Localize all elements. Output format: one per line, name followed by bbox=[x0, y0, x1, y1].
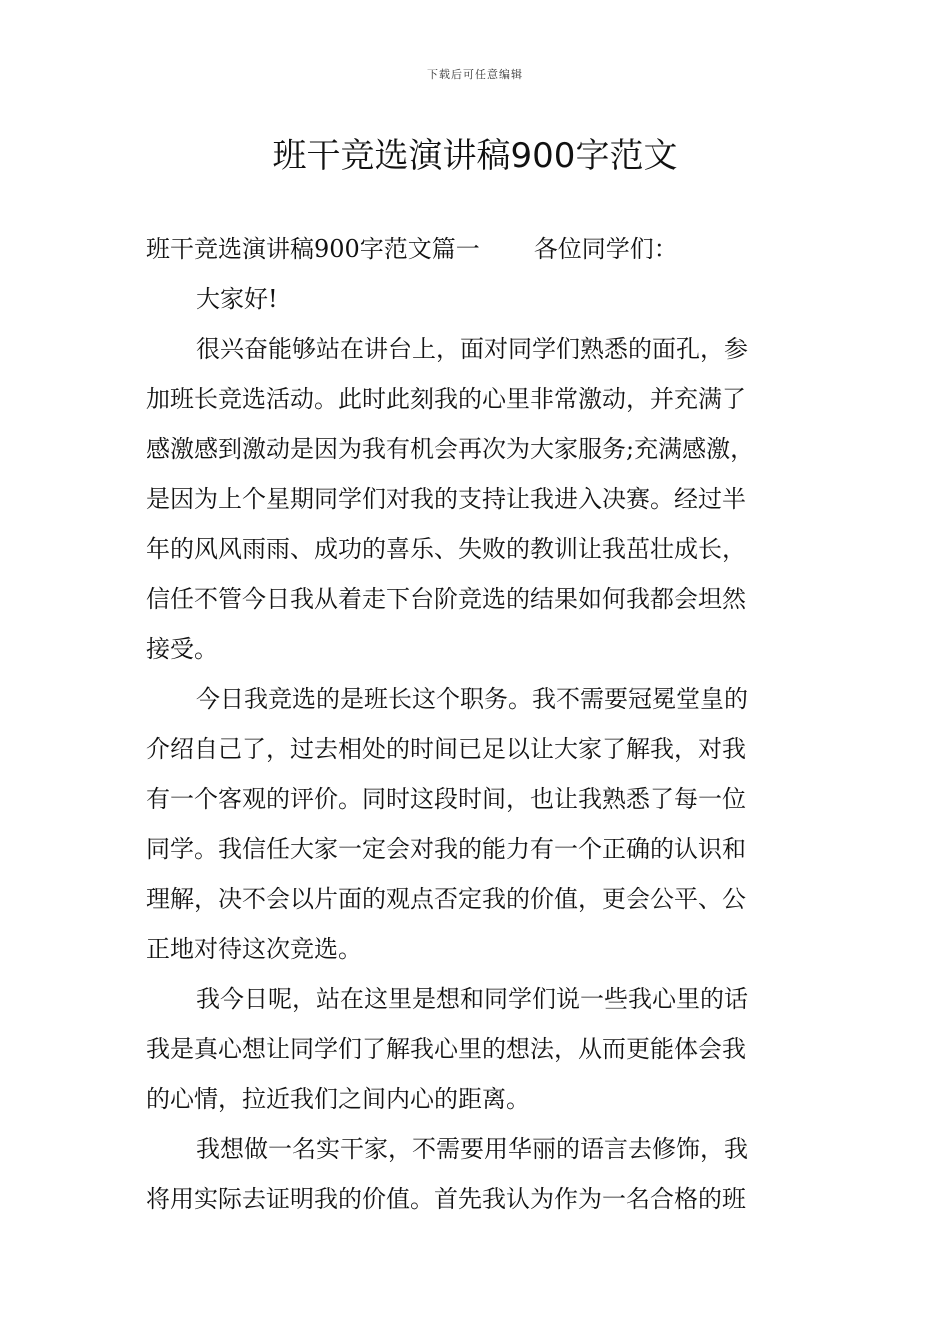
text-line: 我今日呢，站在这里是想和同学们说一些我心里的话 bbox=[196, 985, 748, 1013]
text-line: 很兴奋能够站在讲台上，面对同学们熟悉的面孔，参 bbox=[196, 335, 748, 363]
text-line: 正地对待这次竞选。 bbox=[146, 935, 362, 963]
section-label: 班干竞选演讲稿900字范文篇一 bbox=[146, 235, 480, 263]
text-line: 有一个客观的评价。同时这段时间，也让我熟悉了每一位 bbox=[146, 785, 746, 813]
text-line: 感激感到激动是因为我有机会再次为大家服务;充满感激， bbox=[146, 435, 755, 463]
text-line: 大家好! bbox=[196, 285, 278, 313]
text-line: 的心情，拉近我们之间内心的距离。 bbox=[146, 1085, 530, 1113]
paragraph-introduction bbox=[146, 324, 808, 674]
text-line: 理解，决不会以片面的观点否定我的价值，更会公平、公 bbox=[146, 885, 746, 913]
opening-line bbox=[146, 224, 808, 274]
paragraph-action bbox=[146, 1124, 808, 1224]
text-line: 我想做一名实干家，不需要用华丽的语言去修饰，我 bbox=[196, 1135, 748, 1163]
text-line: 介绍自己了，过去相处的时间已足以让大家了解我，对我 bbox=[146, 735, 746, 763]
document-body bbox=[146, 224, 808, 1224]
text-line: 将用实际去证明我的价值。首先我认为作为一名合格的班 bbox=[146, 1185, 746, 1213]
document-title: 班干竞选演讲稿900字范文 bbox=[272, 136, 678, 176]
text-line: 加班长竞选活动。此时此刻我的心里非常激动，并充满了 bbox=[146, 385, 746, 413]
salutation: 各位同学们： bbox=[533, 235, 678, 263]
paragraph-greeting bbox=[146, 274, 808, 324]
text-line: 接受。 bbox=[146, 635, 218, 663]
text-line: 我是真心想让同学们了解我心里的想法，从而更能体会我 bbox=[146, 1035, 746, 1063]
text-line: 今日我竞选的是班长这个职务。我不需要冠冕堂皇的 bbox=[196, 685, 748, 713]
paragraph-position bbox=[146, 674, 808, 974]
paragraph-heart bbox=[146, 974, 808, 1124]
text-line: 信任不管今日我从着走下台阶竞选的结果如何我都会坦然 bbox=[146, 585, 746, 613]
text-line: 同学。我信任大家一定会对我的能力有一个正确的认识和 bbox=[146, 835, 746, 863]
text-line: 年的风风雨雨、成功的喜乐、失败的教训让我茁壮成长， bbox=[146, 535, 746, 563]
header-note: 下载后可任意编辑 bbox=[427, 68, 523, 81]
text-line: 是因为上个星期同学们对我的支持让我进入决赛。经过半 bbox=[146, 485, 746, 513]
